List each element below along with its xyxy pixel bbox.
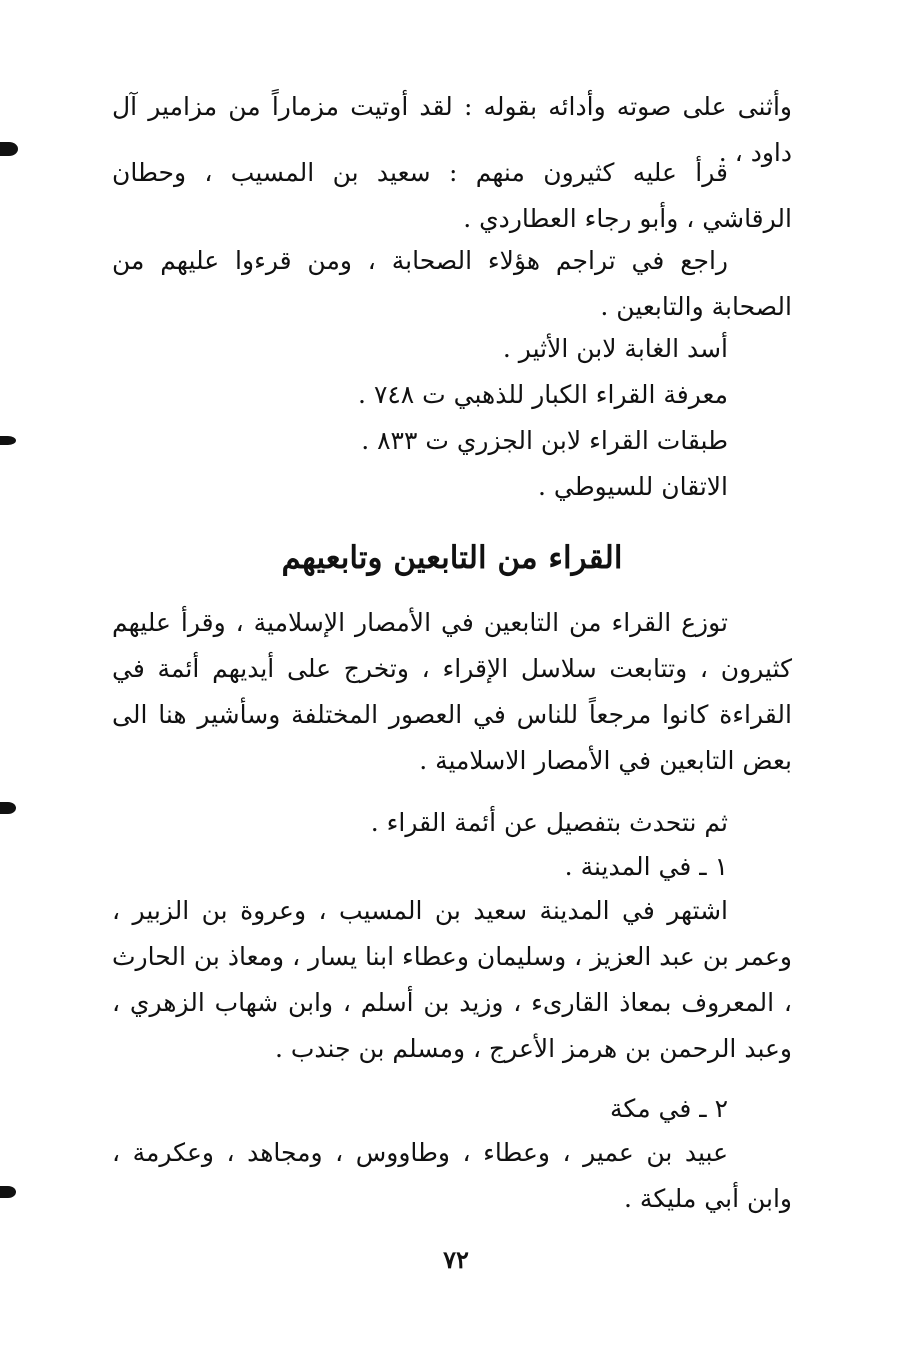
- paragraph-distribution: توزع القراء من التابعين في الأمصار الإسلامية ، وقرأ عليهم كثيرون ، وتتابعت سلاسل الإقراء ، وتخرج على أيديهم أئمة في القراءة كانوا مرجعاً للناس في العصور المختلفة وسأشير هنا الى بعض التابعين في الأمصار الاسلامية .: [112, 608, 792, 775]
- reference-tabaqat-alqurra: طبقات القراء لابن الجزري ت ٨٣٣ .: [361, 426, 728, 455]
- paragraph-madina: اشتهر في المدينة سعيد بن المسيب ، وعروة بن الزبير ، وعمر بن عبد العزيز ، وسليمان وعطاء ابنا يسار ، ومعاذ بن الحارث ، المعروف بمعاذ القارىء ، وزيد بن أسلم ، وابن شهاب الزهري ، وعبد الرحمن بن هرمز الأعرج ، ومسلم بن جندب .: [112, 896, 792, 1063]
- reference-marifat-alqurra: معرفة القراء الكبار للذهبي ت ٧٤٨ .: [358, 380, 728, 409]
- binding-mark: [0, 142, 18, 156]
- binding-mark: [0, 1186, 16, 1198]
- reference-usd-alghaba: أسد الغابة لابن الأثير .: [502, 334, 728, 363]
- section-heading: القراء من التابعين وتابعيهم: [281, 540, 623, 576]
- binding-mark: [0, 802, 16, 814]
- paragraph-makka: عبيد بن عمير ، وعطاء ، وطاووس ، ومجاهد ، وعكرمة ، وابن أبي مليكة .: [112, 1138, 792, 1213]
- section-makka-title: ٢ ـ في مكة: [610, 1094, 728, 1123]
- binding-mark: [0, 436, 16, 445]
- paragraph-refer: راجع في تراجم هؤلاء الصحابة ، ومن قرءوا عليهم من الصحابة والتابعين .: [112, 246, 792, 321]
- section-madina-title: ١ ـ في المدينة .: [564, 852, 728, 881]
- paragraph-praise: وأثنى على صوته وأدائه بقوله : لقد أوتيت مزماراً من مزامير آل داود ، .: [112, 92, 792, 167]
- page-number: ٧٢: [443, 1245, 469, 1274]
- paragraph-students: قرأ عليه كثيرون منهم : سعيد بن المسيب ، وحطان الرقاشي ، وأبو رجاء العطاردي .: [112, 158, 792, 233]
- paragraph-details: ثم نتحدث بتفصيل عن أئمة القراء .: [370, 808, 728, 837]
- reference-alitqan: الاتقان للسيوطي .: [537, 472, 728, 501]
